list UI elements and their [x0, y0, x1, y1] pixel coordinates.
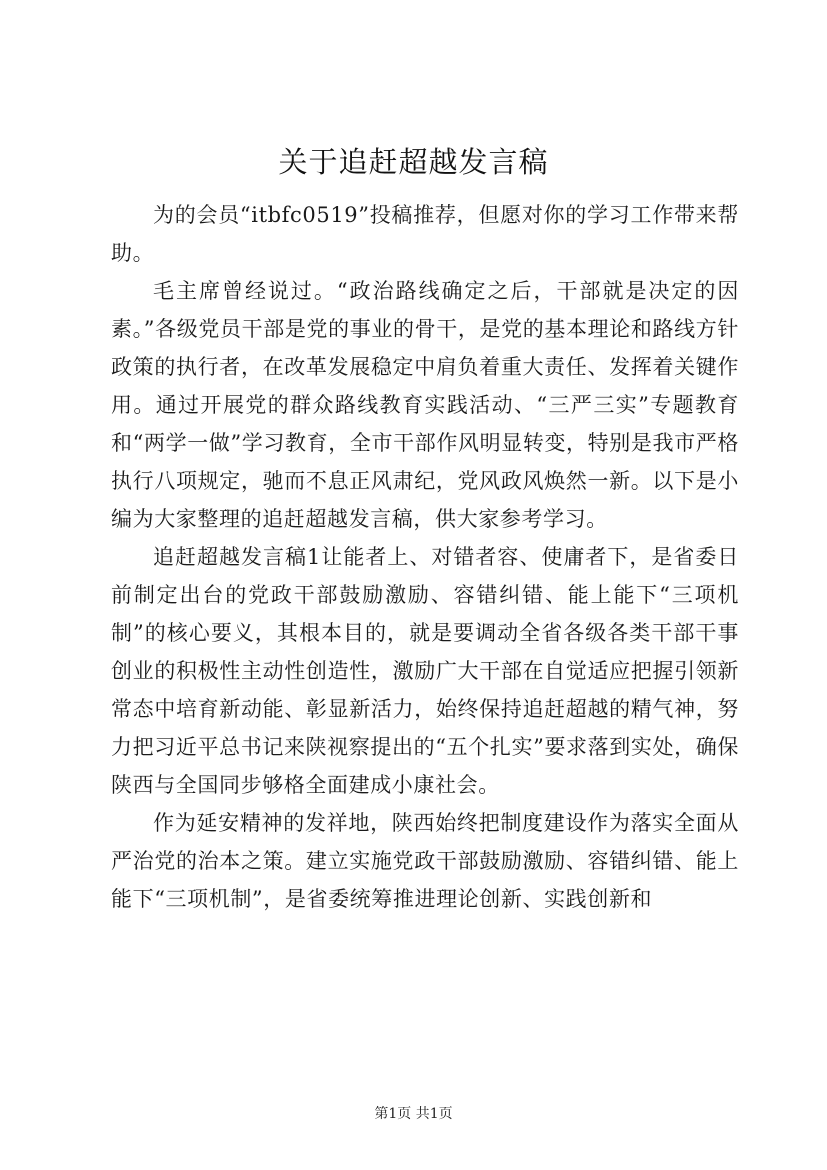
- page-footer: 第1页 共1页: [374, 1106, 453, 1122]
- paragraph: 毛主席曾经说过。“政治路线确定之后，干部就是决定的因素。”各级党员干部是党的事业的骨干，是党的基本理论和路线方针政策的执行者，在改革发展稳定中肩负着重大责任、发挥着关键作用。通过开展党的群众路线教育实践活动、“三严三实”专题教育和“两学一做”学习教育，全市干部作风明显转变，特别是我市严格执行八项规定，驰而不息正风肃纪，党风政风焕然一新。以下是小编为大家整理的追赶超越发言稿，供大家参考学习。: [111, 279, 739, 531]
- paragraph: 为的会员“itbfc0519”投稿推荐，但愿对你的学习工作带来帮助。: [111, 203, 739, 265]
- document-title: 关于追赶超越发言稿: [278, 145, 549, 179]
- paragraph: 追赶超越发言稿1让能者上、对错者容、使庸者下，是省委日前制定出台的党政干部鼓励激励、容错纠错、能上能下“三项机制”的核心要义，其根本目的，就是要调动全省各级各类干部干事创业的积极性主动性创造性，激励广大干部在自觉适应把握引领新常态中培育新动能、彰显新活力，始终保持追赶超越的精气神，努力把习近平总书记来陕视察提出的“五个扎实”要求落到实处，确保陕西与全国同步够格全面建成小康社会。: [111, 545, 739, 797]
- document-body: [111, 196, 739, 918]
- paragraph: 作为延安精神的发祥地，陕西始终把制度建设作为落实全面从严治党的治本之策。建立实施党政干部鼓励激励、容错纠错、能上能下“三项机制”，是省委统筹推进理论创新、实践创新和: [111, 811, 739, 911]
